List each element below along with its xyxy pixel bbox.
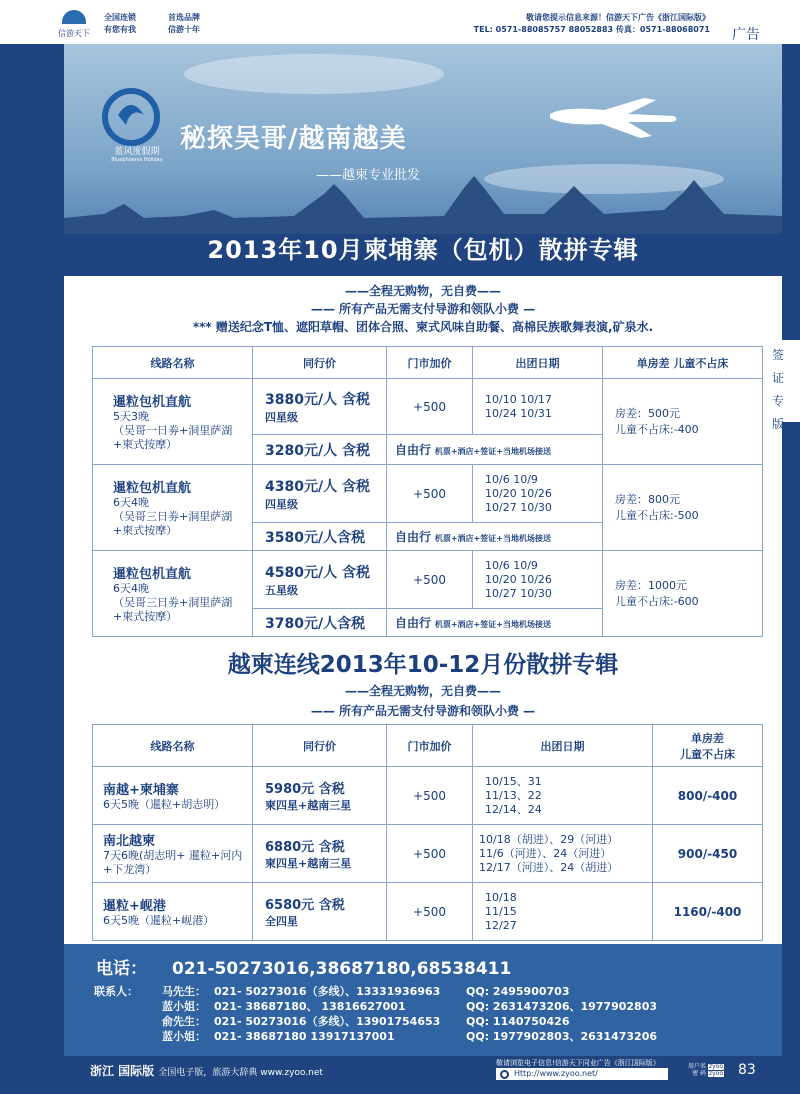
footer-notice: 敬请浏览电子信息!信游天下同业广告《浙江国际版》 xyxy=(496,1059,660,1067)
logo-text: 信游天下 xyxy=(58,29,90,38)
route-name: 南北越柬 xyxy=(103,834,156,849)
hotel-level: 四星级 xyxy=(265,410,298,424)
route-name: 南越+柬埔寨 xyxy=(103,783,179,798)
route-detail: （吴哥三日劵+洞里萨湖+柬式按摩） xyxy=(113,510,233,537)
free-label: 自由行 xyxy=(395,530,432,544)
route-days: 5天3晚 xyxy=(113,410,149,423)
xinyou-logo xyxy=(52,8,96,42)
pass-label: 密 码 xyxy=(692,1070,707,1077)
contact-tel: 021- 38687180 13917137001 xyxy=(214,1030,395,1043)
room-supplement: 房差：800元 xyxy=(615,492,680,506)
route-cell xyxy=(93,379,253,465)
date-line: 12/17（河进）、24（胡进） xyxy=(479,860,619,874)
brand-name: 蓝风度假期 xyxy=(114,147,160,157)
sun-icon xyxy=(62,10,86,24)
room-cell: 900/-450 xyxy=(653,825,763,883)
brand-sub: Bluephoenix Holiday xyxy=(111,157,163,163)
column-header: 出团日期 xyxy=(473,347,603,379)
price-cell xyxy=(253,825,387,883)
markup-cell: +500 xyxy=(387,551,473,609)
markup-cell: +500 xyxy=(387,825,473,883)
dates-cell xyxy=(473,465,603,523)
phone-label: 电话： xyxy=(96,959,147,979)
date-line: 10/10 10/17 xyxy=(485,392,552,406)
room-cell: 1160/-400 xyxy=(653,883,763,941)
route-cell xyxy=(93,465,253,551)
room-cell xyxy=(603,551,763,637)
footer-edition xyxy=(90,1062,323,1079)
contact-row xyxy=(94,1014,657,1029)
table-row xyxy=(93,465,763,523)
footer-login xyxy=(688,1063,724,1077)
contact-tel: 021- 38687180、 13816627001 xyxy=(214,1000,406,1013)
table-row xyxy=(93,379,763,435)
edition-label: 浙江 国际版 xyxy=(90,1064,155,1078)
header-slogans xyxy=(104,12,232,36)
room-supplement: 房差：500元 xyxy=(615,406,680,420)
column-header: 同行价 xyxy=(253,347,387,379)
column-header: 线路名称 xyxy=(93,725,253,767)
header-tel: TEL: 0571-88085757 88052883 传真：0571-88068071 xyxy=(473,25,710,34)
url-text: Http://www.zyoo.net/ xyxy=(514,1069,598,1078)
room-supplement: 房差：1000元 xyxy=(615,578,687,592)
route-name: 暹粒+岘港 xyxy=(103,899,166,914)
route-name: 暹粒包机直航 xyxy=(113,567,192,582)
table-header-row xyxy=(93,347,763,379)
contact-name: 马先生： xyxy=(162,985,206,998)
contact-block xyxy=(64,944,782,1056)
route-name: 暹粒包机直航 xyxy=(113,395,192,410)
price: 4380元/人 含税 xyxy=(265,478,370,495)
route-cell xyxy=(93,767,253,825)
price: 5980元 含税 xyxy=(265,782,345,797)
date-line: 10/20 10/26 xyxy=(485,486,552,500)
table-header-row xyxy=(93,725,763,767)
free-price-cell xyxy=(253,435,387,465)
room-cell xyxy=(603,379,763,465)
slogan-text: 有您有我 xyxy=(104,25,136,34)
free-line xyxy=(387,609,603,637)
price: 6880元 含税 xyxy=(265,840,345,855)
date-line: 12/14、24 xyxy=(485,802,542,816)
banner-subline: ——越柬专业批发 xyxy=(316,168,421,183)
column-header: 同行价 xyxy=(253,725,387,767)
frame-left xyxy=(0,44,64,1056)
side-tab-char: 证 xyxy=(771,371,784,385)
phone-line xyxy=(96,954,511,979)
airplane-icon xyxy=(544,88,684,140)
price-cell xyxy=(253,883,387,941)
price-cell xyxy=(253,551,387,609)
slogan-text: 信游十年 xyxy=(168,25,200,34)
cambodia-table xyxy=(92,346,763,637)
route-cell xyxy=(93,825,253,883)
price-cell xyxy=(253,767,387,825)
route-days: 6天4晚 xyxy=(113,496,149,509)
markup-cell: +500 xyxy=(387,465,473,523)
table-row xyxy=(93,825,763,883)
column-header xyxy=(653,725,763,767)
route-detail: 6天5晚（暹粒+岘港） xyxy=(103,914,215,927)
pass-value: zyoo xyxy=(708,1070,724,1077)
column-header: 门市加价 xyxy=(387,725,473,767)
browser-icon xyxy=(500,1070,509,1079)
note-no-tips: —— 所有产品无需支付导游和领队小费 — xyxy=(310,302,536,316)
free-desc: 机票+酒店+签证+当地机场接送 xyxy=(434,447,551,456)
free-desc: 机票+酒店+签证+当地机场接送 xyxy=(434,534,551,543)
column-header: 线路名称 xyxy=(93,347,253,379)
free-label: 自由行 xyxy=(395,443,432,457)
contact-name: 蓝小姐： xyxy=(162,1000,206,1013)
date-line: 11/13、22 xyxy=(485,788,542,802)
section2-title: 越柬连线2013年10-12月份散拼专辑 xyxy=(227,652,619,678)
footer-tagline: 全国电子版，旅游大辞典 www.zyoo.net xyxy=(158,1068,323,1078)
header-notice: 敬请您提示信息来源！信游天下广告《浙江国际版》 xyxy=(526,13,710,22)
ad-label: 广告 xyxy=(732,27,760,43)
slogan-text: 全国连锁 xyxy=(104,13,136,22)
side-tab-char: 版 xyxy=(771,417,784,431)
contact-row xyxy=(94,999,657,1014)
contact-tel: 021- 50273016（多线）、13901754653 xyxy=(214,1015,441,1028)
markup-cell: +500 xyxy=(387,767,473,825)
free-label: 自由行 xyxy=(395,616,432,630)
route-name: 暹粒包机直航 xyxy=(113,481,192,496)
note-no-shopping-2: ——全程无购物，无自费—— xyxy=(344,684,501,698)
free-price: 3780元/人含税 xyxy=(265,615,366,632)
page-title: 2013年10月柬埔寨（包机）散拼专辑 xyxy=(207,236,639,264)
route-detail: 6天5晚（暹粒+胡志明） xyxy=(103,798,226,811)
contact-qq: QQ: 2495900703 xyxy=(466,985,570,998)
child-discount: 儿童不占床:-400 xyxy=(615,422,699,436)
date-line: 10/27 10/30 xyxy=(485,586,552,600)
markup-cell: +500 xyxy=(387,379,473,435)
price-cell xyxy=(253,465,387,523)
contact-qq: QQ: 1140750426 xyxy=(466,1015,570,1028)
vietnam-cambodia-table xyxy=(92,724,763,941)
hotel-level: 五星级 xyxy=(265,583,298,597)
hotel-level: 柬四星+越南三星 xyxy=(265,857,352,870)
side-tab-char: 专 xyxy=(771,394,784,408)
price-cell xyxy=(253,379,387,435)
user-value: zyoo xyxy=(708,1063,724,1070)
column-header: 单房差 儿童不占床 xyxy=(603,347,763,379)
date-line: 10/20 10/26 xyxy=(485,572,552,586)
dates-cell xyxy=(473,825,653,883)
note-no-tips-2: —— 所有产品无需支付导游和领队小费 — xyxy=(310,704,536,718)
table-row xyxy=(93,883,763,941)
free-line xyxy=(387,435,603,465)
date-line: 11/15 xyxy=(485,904,517,918)
hotel-level: 全四星 xyxy=(265,915,298,928)
cloud xyxy=(184,54,444,94)
contact-tel: 021- 50273016（多线）、13331936963 xyxy=(214,985,441,998)
date-line: 10/24 10/31 xyxy=(485,406,552,420)
free-desc: 机票+酒店+签证+当地机场接送 xyxy=(434,620,551,629)
dates-cell xyxy=(473,379,603,435)
footer-url[interactable] xyxy=(496,1068,668,1080)
free-line xyxy=(387,523,603,551)
child-discount: 儿童不占床:-600 xyxy=(615,594,699,608)
note-gifts: *** 赠送纪念T恤、遮阳草帽、团体合照、柬式风味自助餐、高棉民族歌舞表演,矿泉水. xyxy=(192,320,654,334)
page-number: 83 xyxy=(738,1062,756,1078)
free-price: 3580元/人含税 xyxy=(265,529,366,546)
banner-headline: 秘探吴哥/越南越美 xyxy=(180,124,407,154)
route-detail: （吴哥三日劵+洞里萨湖+柬式按摩） xyxy=(113,596,233,623)
contact-name: 蓝小姐： xyxy=(162,1030,206,1043)
column-header: 出团日期 xyxy=(473,725,653,767)
child-discount: 儿童不占床:-500 xyxy=(615,508,699,522)
temple-silhouette xyxy=(64,174,782,238)
route-detail: 7天6晚(胡志明+ 暹粒+河内+下龙湾） xyxy=(103,849,243,876)
date-line: 11/6（河进）、24（河进） xyxy=(479,846,612,860)
route-detail: （吴哥一日劵+洞里萨湖+柬式按摩） xyxy=(113,424,233,451)
price: 6580元 含税 xyxy=(265,898,345,913)
route-cell xyxy=(93,551,253,637)
route-days: 6天4晚 xyxy=(113,582,149,595)
date-line: 10/6 10/9 xyxy=(485,558,538,572)
banner xyxy=(64,44,782,276)
date-line: 10/6 10/9 xyxy=(485,472,538,486)
contact-row xyxy=(94,1029,657,1044)
header-line: 单房差 xyxy=(691,731,724,745)
date-line: 10/18（胡进）、29（河进） xyxy=(479,832,619,846)
side-tab-char: 签 xyxy=(771,348,784,362)
frame-right xyxy=(782,44,800,1056)
header-line: 儿童不占床 xyxy=(680,747,735,761)
table-row xyxy=(93,551,763,609)
dates-cell xyxy=(473,767,653,825)
price: 3880元/人 含税 xyxy=(265,391,370,408)
contact-people xyxy=(94,984,657,1044)
dates-cell xyxy=(473,883,653,941)
user-label: 用户名 xyxy=(688,1063,707,1070)
contact-name: 俞先生： xyxy=(162,1015,206,1028)
date-line: 10/18 xyxy=(485,890,517,904)
free-price: 3280元/人 含税 xyxy=(265,442,370,459)
contact-label: 联系人： xyxy=(94,985,138,998)
price: 4580元/人 含税 xyxy=(265,564,370,581)
table-row xyxy=(93,767,763,825)
date-line: 12/27 xyxy=(485,918,517,932)
free-price-cell xyxy=(253,609,387,637)
hotel-level: 四星级 xyxy=(265,497,298,511)
date-line: 10/27 10/30 xyxy=(485,500,552,514)
page-header xyxy=(0,0,800,44)
slogan-text: 首选品牌 xyxy=(168,13,200,22)
hotel-level: 柬四星+越南三星 xyxy=(265,799,352,812)
room-cell xyxy=(603,465,763,551)
date-line: 10/15、31 xyxy=(485,774,542,788)
dates-cell xyxy=(473,551,603,609)
contact-qq: QQ: 2631473206、1977902803 xyxy=(466,1000,658,1013)
contact-qq: QQ: 1977902803、2631473206 xyxy=(466,1030,658,1043)
header-contact xyxy=(474,12,710,36)
column-header: 门市加价 xyxy=(387,347,473,379)
contact-row xyxy=(94,984,657,999)
phone-numbers: 021-50273016,38687180,68538411 xyxy=(172,959,512,979)
route-cell xyxy=(93,883,253,941)
room-cell: 800/-400 xyxy=(653,767,763,825)
markup-cell: +500 xyxy=(387,883,473,941)
note-no-shopping: ——全程无购物，无自费—— xyxy=(344,284,501,298)
free-price-cell xyxy=(253,523,387,551)
